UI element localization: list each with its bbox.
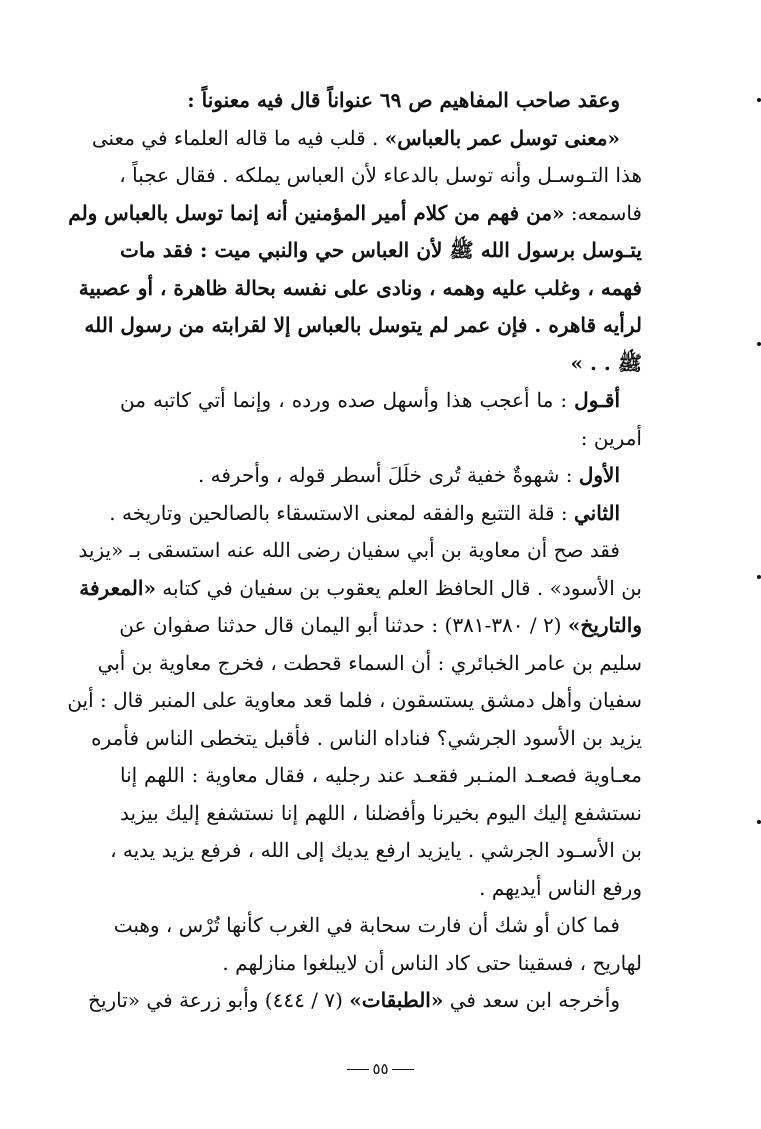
margin-mark <box>757 575 761 579</box>
text-line: وعقد صاحب المفاهيم ص ٦٩ عنواناً قال فيه معنوناً : <box>187 88 620 112</box>
text-line: الأول : شهوةٌ خفية تُرى خلَلَ أسطر قوله ، وأحرفه . <box>197 463 620 487</box>
margin-mark <box>757 342 761 346</box>
text-line: بن الأسـود الجرشي . يايزيد ارفع يديك إلى الله ، فرفع يزيد يديه ، <box>110 838 642 862</box>
text-line: ورفع الناس أيديهم . <box>479 875 642 900</box>
text-line: هذا التـوسـل وأنه توسل بالدعاء لأن العباس يملكه . فقال عجباً ، <box>119 163 642 187</box>
text-line: نستشفع إليك اليوم بخيرنا وأفضلنا ، اللهم إنا نستشفع إليك بيزيد <box>120 800 642 825</box>
ornament-line <box>347 1069 369 1070</box>
bold-text: «الطبقات» <box>349 988 444 1012</box>
bold-text: والتاريخ» <box>567 613 642 637</box>
text-line: سفيان وأهل دمشق يستسقون ، فلما قعد معاوية على المنبر قال : أين <box>67 688 642 712</box>
text-line: معـاوية فصعـد المنـبر فقعـد عند رجليه ، فقال معاوية : اللهم إنا <box>120 763 642 787</box>
text-line: يزيد بن الأسود الجرشي؟ فناداه الناس . فأقبل يتخطى الناس فأمره <box>91 725 642 750</box>
bold-text: «معنى توسل عمر بالعباس» <box>384 125 620 150</box>
text-line: أمرين : <box>580 425 642 450</box>
text-line: فهمه ، وغلب عليه وهمه ، ونادى على نفسه بحالة ظاهرة ، أو عصبية <box>78 275 642 300</box>
bold-text: أقـول <box>574 388 620 412</box>
text-line: فقد صح أن معاوية بن أبي سفيان رضى الله عنه استسقى بـ «يزيد <box>78 538 620 562</box>
text-line: لرأيه قاهره . فإن عمر لم يتوسل بالعباس إلا لقرابته من رسول الله <box>84 313 642 337</box>
text-line: والتاريخ» (٢ / ٣٨٠-٣٨١) : حدثنا أبو اليمان قال حدثنا صفوان عن <box>119 613 642 637</box>
text-line: فما كان أو شك أن فارت سحابة في الغرب كأنها تُرْس ، وهبت <box>113 913 620 937</box>
bold-text: الأول <box>578 463 620 487</box>
page-body <box>67 82 642 1020</box>
ornament-line <box>392 1069 414 1070</box>
text-line: وأخرجه ابن سعد في «الطبقات» (٧ / ٤٤٤) وأبو زرعة في «تاريخ <box>88 988 620 1012</box>
bold-text: «من فهم من كلام أمير المؤمنين أنه إنما توسل بالعباس ولم <box>68 200 565 225</box>
text-line: «معنى توسل عمر بالعباس» . قلب فيه ما قاله العلماء في معنى <box>91 125 620 150</box>
page-number: ٥٥ <box>372 1060 389 1078</box>
text-line: سليم بن عامر الخبائري : أن السماء قحطت ، فخرج معاوية بن أبي <box>97 650 642 675</box>
text-line: فاسمعه: «من فهم من كلام أمير المؤمنين أنه إنما توسل بالعباس ولم <box>68 200 642 225</box>
bold-text: الثاني <box>573 500 620 525</box>
margin-mark <box>757 98 761 102</box>
margin-mark <box>757 820 761 824</box>
page-number-footer <box>0 1060 761 1078</box>
bold-text: «المعرفة <box>79 575 156 600</box>
text-line: أقـول : ما أعجب هذا وأسهل صده ورده ، وإنما أتي كاتبه من <box>120 388 620 412</box>
text-line: الثاني : قلة التتبع والفقه لمعنى الاستسقاء بالصالحين وتاريخه . <box>109 500 620 525</box>
text-line: يتـوسل برسول الله ﷺ لأن العباس حي والنبي ميت : فقد مات <box>120 238 642 262</box>
text-line: ﷺ . . » <box>570 350 642 375</box>
text-line: لهاريح ، فسقينا حتى كاد الناس أن لايبلغوا منازلهم . <box>222 950 642 975</box>
text-line: بن الأسود» . قال الحافظ العلم يعقوب بن سفيان في كتابه «المعرفة <box>79 575 642 600</box>
